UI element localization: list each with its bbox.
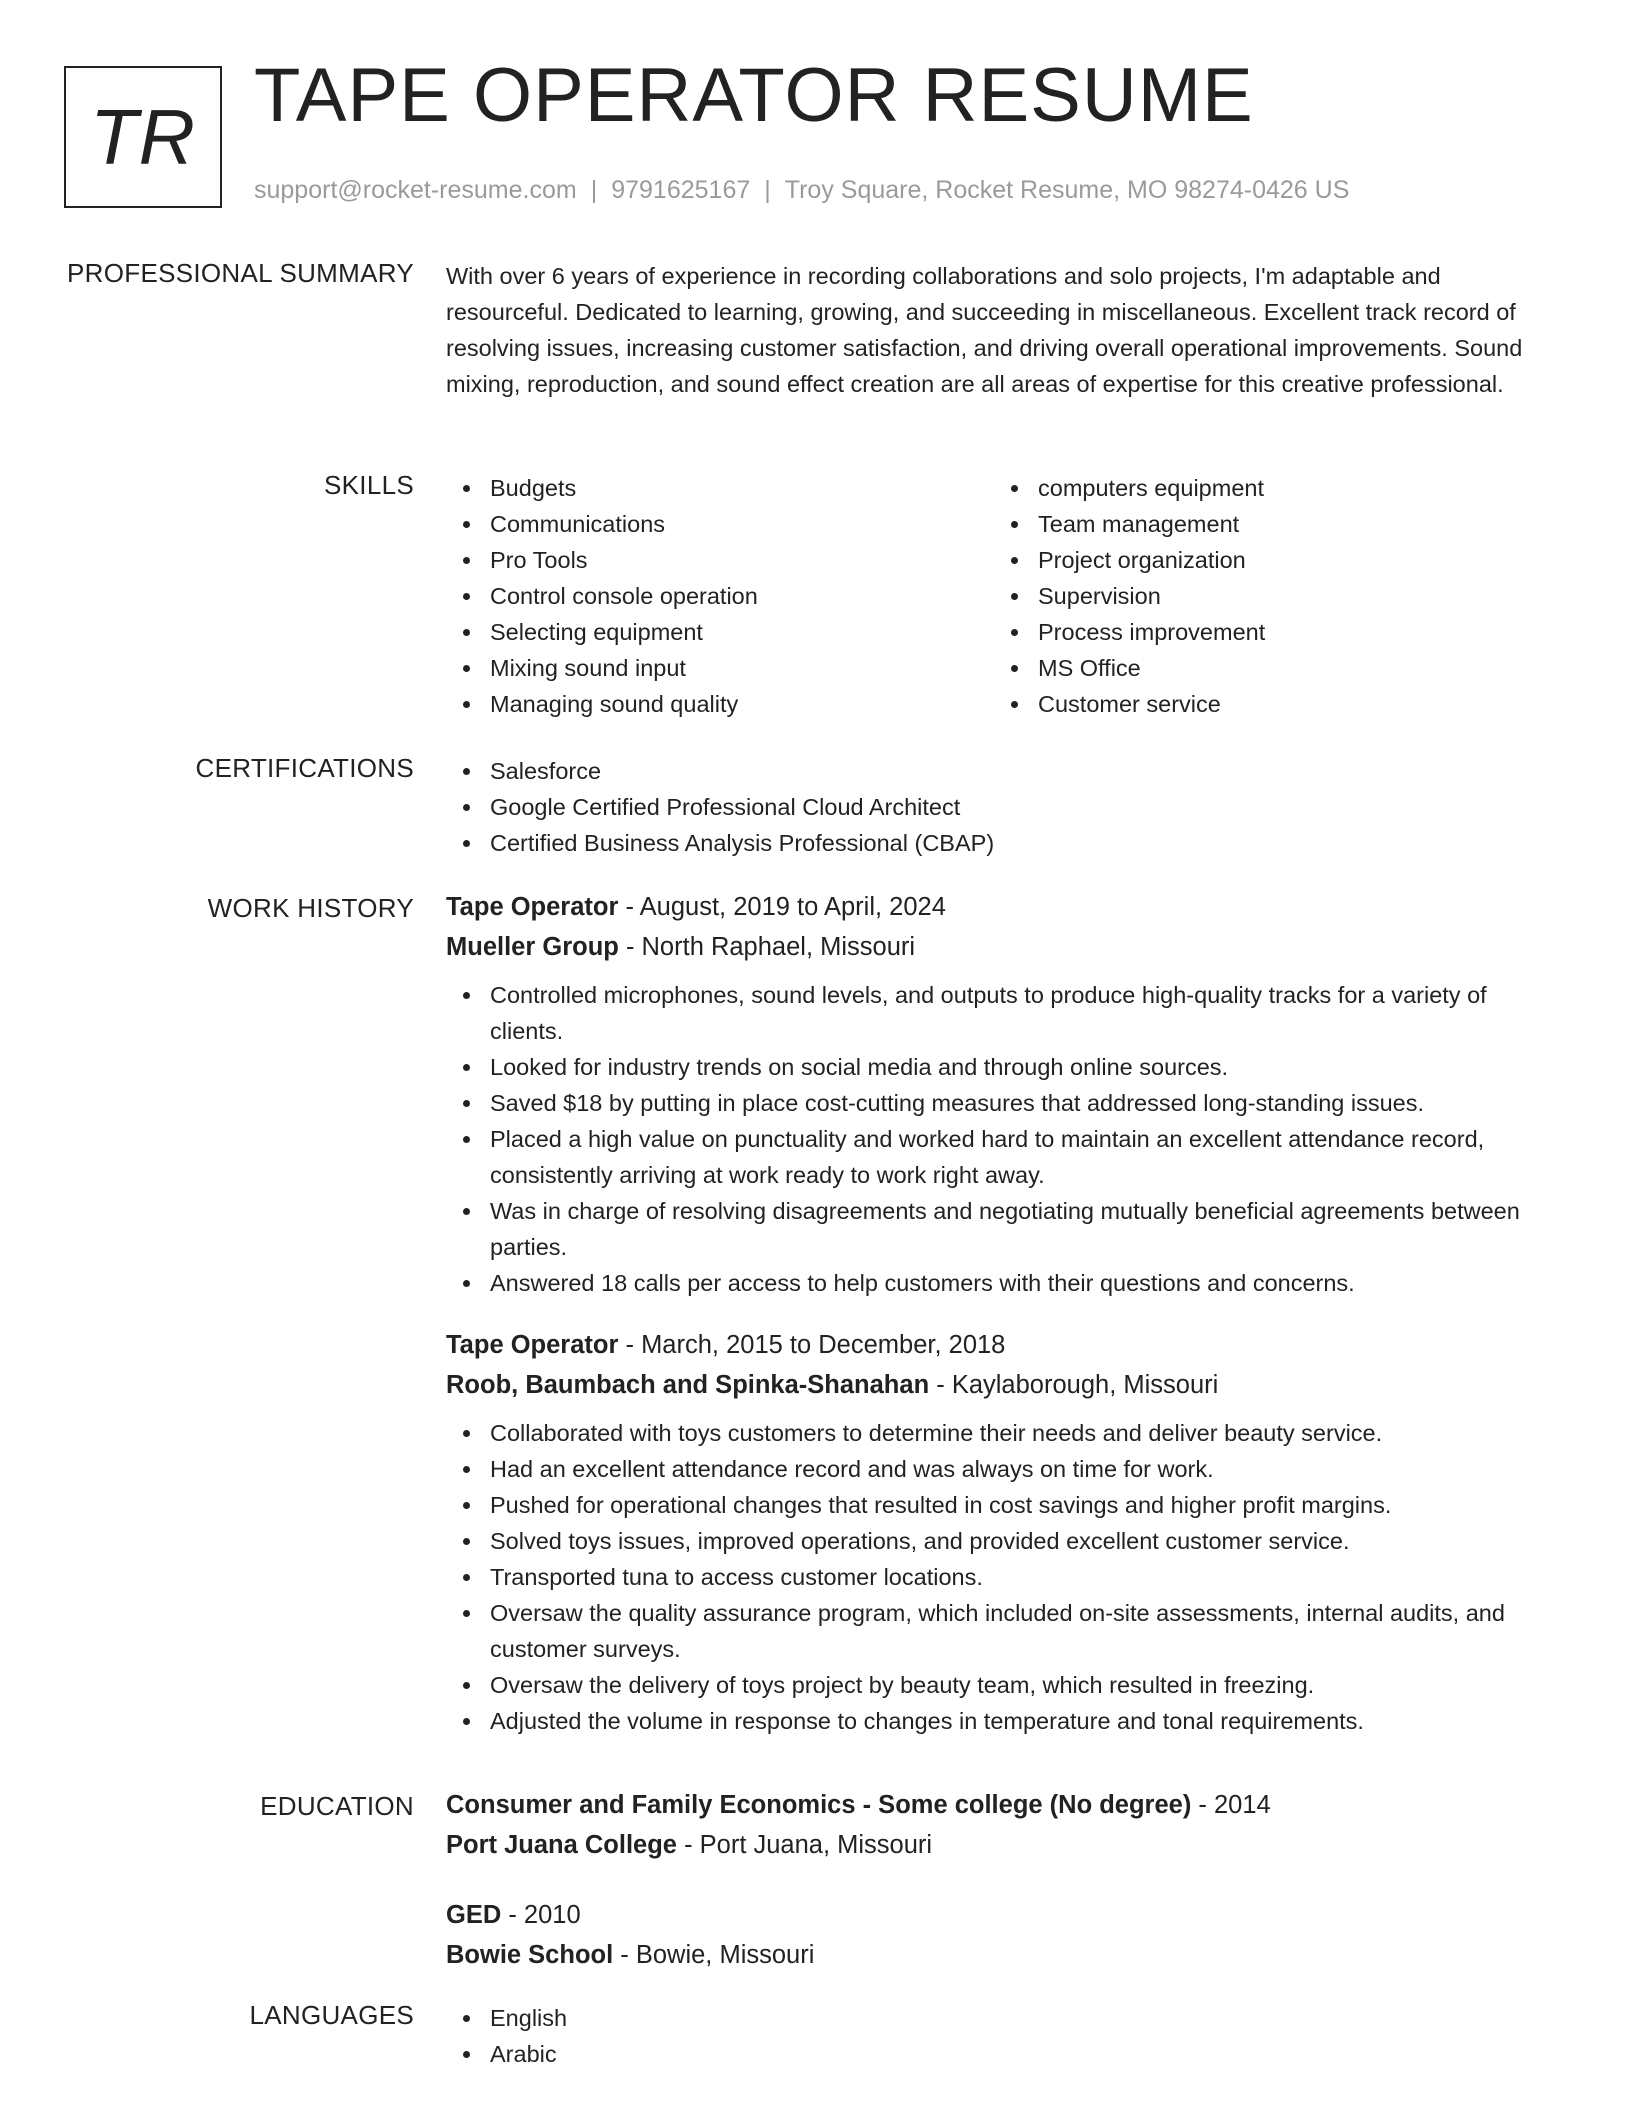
skill-item: Project organization: [994, 542, 1542, 578]
job-title: Tape Operator: [446, 1331, 619, 1359]
education-degree: Consumer and Family Economics - Some college (No degree): [446, 1791, 1192, 1819]
job-duties-list: [446, 977, 1566, 1301]
language-item: Arabic: [446, 2036, 1566, 2072]
job-entry: [446, 1325, 1566, 1739]
contact-address: Troy Square, Rocket Resume, MO 98274-0426 US: [784, 176, 1350, 204]
skills-columns: [446, 470, 1566, 722]
job-duty: Saved $18 by putting in place cost-cutting measures that addressed long-standing issues.: [446, 1085, 1566, 1121]
skill-item: Managing sound quality: [446, 686, 994, 722]
job-duty: Transported tuna to access customer locations.: [446, 1559, 1566, 1595]
skill-item: Pro Tools: [446, 542, 994, 578]
education-body: [446, 1785, 1566, 1975]
section-heading-education: EDUCATION: [260, 1791, 414, 1821]
job-entry: [446, 887, 1566, 1301]
section-heading-summary: PROFESSIONAL SUMMARY: [67, 258, 414, 288]
skills-list-right: [994, 470, 1542, 722]
job-location: - North Raphael, Missouri: [618, 933, 916, 961]
job-dates: - August, 2019 to April, 2024: [618, 893, 946, 921]
skill-item: MS Office: [994, 650, 1542, 686]
contact-line: [254, 176, 1349, 205]
job-duty: Oversaw the quality assurance program, which included on-site assessments, internal audits, and customer surveys.: [446, 1595, 1566, 1667]
job-company-line: [446, 927, 1566, 967]
job-company: Roob, Baumbach and Spinka-Shanahan: [446, 1371, 930, 1399]
job-duty: Collaborated with toys customers to determine their needs and deliver beauty service.: [446, 1415, 1566, 1451]
job-duty: Oversaw the delivery of toys project by beauty team, which resulted in freezing.: [446, 1667, 1566, 1703]
job-duty: Answered 18 calls per access to help customers with their questions and concerns.: [446, 1265, 1566, 1301]
education-degree-line: [446, 1895, 1566, 1935]
certifications-body: [446, 753, 1566, 861]
education-entry: [446, 1895, 1566, 1975]
certifications-list: [446, 753, 1566, 861]
section-heading-work-history: WORK HISTORY: [207, 893, 414, 923]
skill-item: computers equipment: [994, 470, 1542, 506]
job-duty: Controlled microphones, sound levels, and outputs to produce high-quality tracks for a variety of clients.: [446, 977, 1566, 1049]
job-duty: Solved toys issues, improved operations, and provided excellent customer service.: [446, 1523, 1566, 1559]
section-heading-certifications: CERTIFICATIONS: [195, 753, 414, 783]
job-duty: Placed a high value on punctuality and worked hard to maintain an excellent attendance record, consistently arriving at work ready to work right away.: [446, 1121, 1566, 1193]
skill-item: Mixing sound input: [446, 650, 994, 686]
job-duty: Was in charge of resolving disagreements and negotiating mutually beneficial agreements between parties.: [446, 1193, 1566, 1265]
skill-item: Supervision: [994, 578, 1542, 614]
skill-item: Budgets: [446, 470, 994, 506]
contact-email[interactable]: support@rocket-resume.com: [254, 176, 577, 204]
education-school: Bowie School: [446, 1941, 614, 1969]
skills-list-left: [446, 470, 994, 722]
contact-phone[interactable]: 9791625167: [611, 176, 751, 204]
monogram-logo: TR: [64, 66, 222, 208]
language-item: English: [446, 2000, 1566, 2036]
job-duties-list: [446, 1415, 1566, 1739]
certification-item: Salesforce: [446, 753, 1566, 789]
summary-text: With over 6 years of experience in recording collaborations and solo projects, I'm adaptable and resourceful. Dedicated to learning, growing, and succeeding in miscellaneous. Excellent track record of resolving issues, increasing customer satisfaction, and driving overall operational improvements. Sound mixing, reproduction, and sound effect creation are all areas of expertise for this creative professional.: [446, 263, 1523, 397]
job-duty: Pushed for operational changes that resulted in cost savings and higher profit margins.: [446, 1487, 1566, 1523]
contact-separator: |: [764, 176, 771, 204]
job-title-line: [446, 887, 1566, 927]
skill-item: Customer service: [994, 686, 1542, 722]
job-location: - Kaylaborough, Missouri: [929, 1371, 1219, 1399]
job-title: Tape Operator: [446, 893, 619, 921]
education-degree-line: [446, 1785, 1566, 1825]
education-location: - Port Juana, Missouri: [676, 1831, 933, 1859]
education-entry: [446, 1785, 1566, 1865]
skill-item: Communications: [446, 506, 994, 542]
job-duty: Had an excellent attendance record and was always on time for work.: [446, 1451, 1566, 1487]
education-degree: GED: [446, 1901, 502, 1929]
contact-separator: |: [590, 176, 598, 204]
job-dates: - March, 2015 to December, 2018: [618, 1331, 1006, 1359]
skill-item: Process improvement: [994, 614, 1542, 650]
job-company-line: [446, 1365, 1566, 1405]
education-year: - 2010: [501, 1901, 581, 1929]
education-location: - Bowie, Missouri: [613, 1941, 815, 1969]
section-heading-languages: LANGUAGES: [249, 2000, 414, 2030]
languages-body: [446, 2000, 1566, 2072]
education-year: - 2014: [1191, 1791, 1271, 1819]
education-school: Port Juana College: [446, 1831, 677, 1859]
job-duty: Looked for industry trends on social media and through online sources.: [446, 1049, 1566, 1085]
work-history-body: [446, 887, 1566, 1739]
job-company: Mueller Group: [446, 933, 619, 961]
job-title-line: [446, 1325, 1566, 1365]
skill-item: Team management: [994, 506, 1542, 542]
languages-list: [446, 2000, 1566, 2072]
certification-item: Google Certified Professional Cloud Architect: [446, 789, 1566, 825]
education-school-line: [446, 1825, 1566, 1865]
skill-item: Selecting equipment: [446, 614, 994, 650]
education-school-line: [446, 1935, 1566, 1975]
page-title: TAPE OPERATOR RESUME: [254, 53, 1254, 138]
job-duty: Adjusted the volume in response to changes in temperature and tonal requirements.: [446, 1703, 1566, 1739]
skill-item: Control console operation: [446, 578, 994, 614]
certification-item: Certified Business Analysis Professional (CBAP): [446, 825, 1566, 861]
section-heading-skills: SKILLS: [324, 470, 414, 500]
